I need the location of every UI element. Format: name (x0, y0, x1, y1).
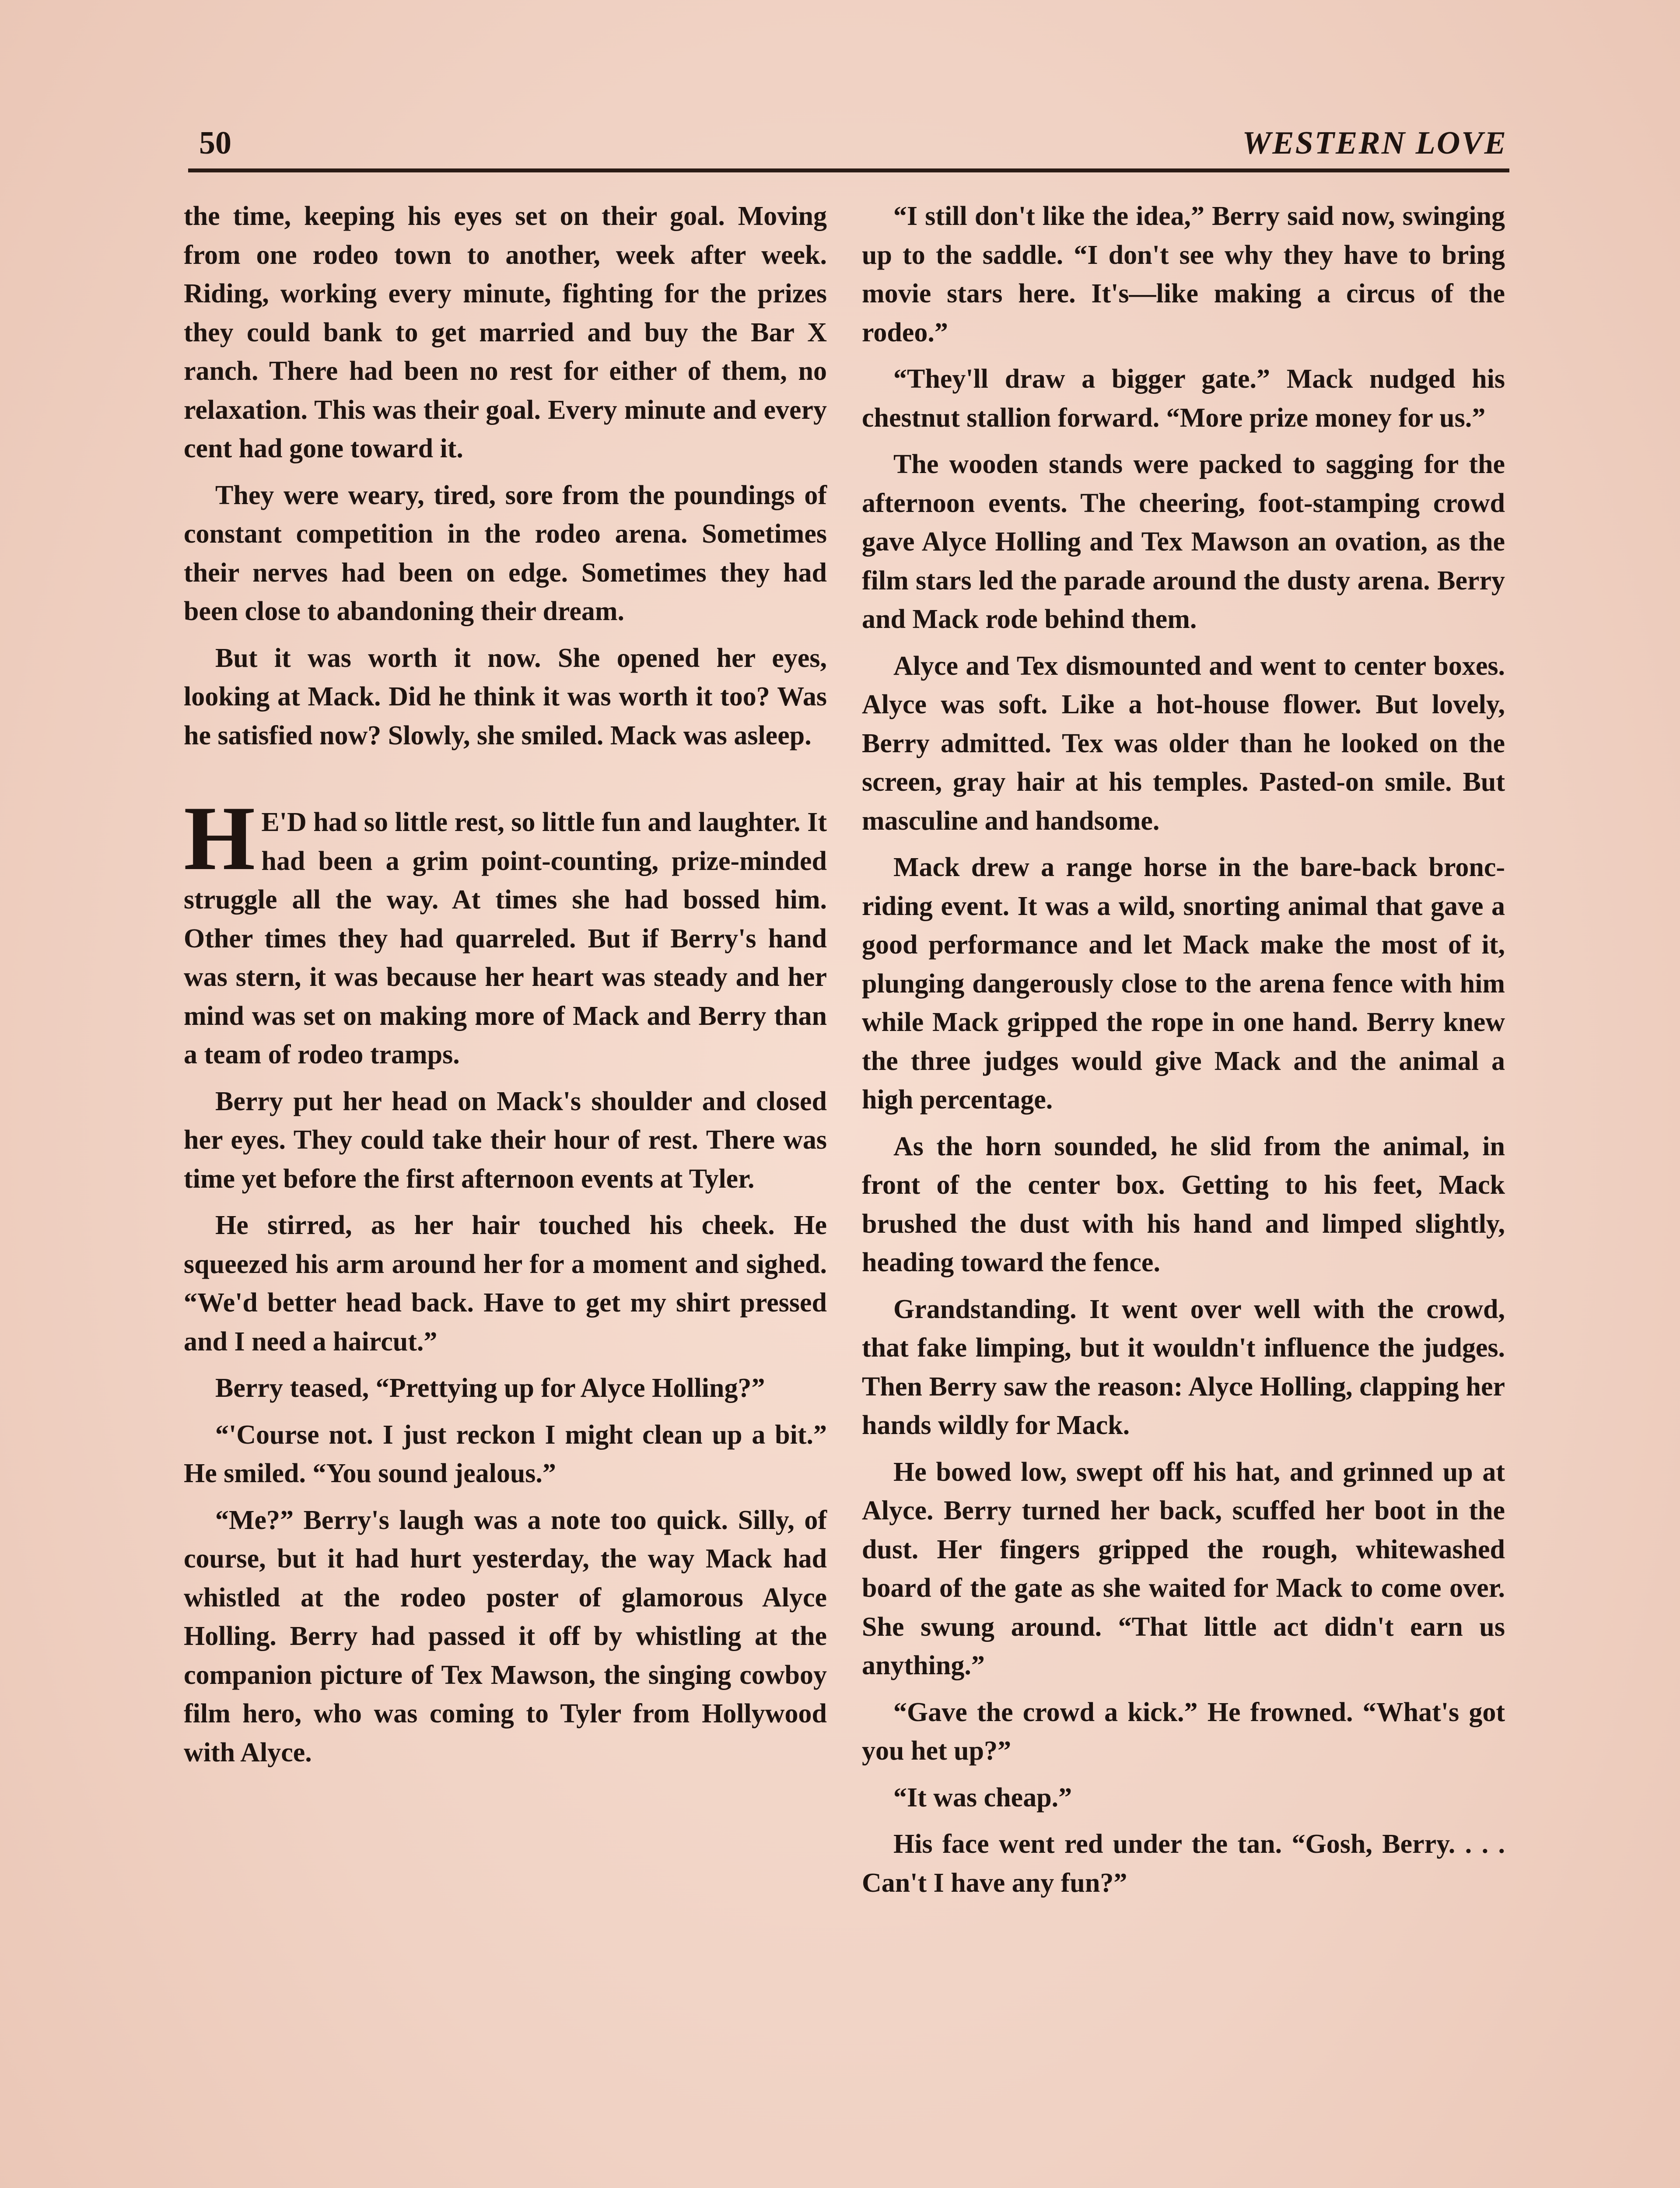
paragraph: “They'll draw a bigger gate.” Mack nudged his chestnut stallion forward. “More prize money for us.” (862, 364, 1505, 433)
paragraph: Berry put her head on Mack's shoulder and closed her eyes. They could take their hour of rest. There was time yet before the first afternoon events at Tyler. (184, 1086, 827, 1194)
paragraph: They were weary, tired, sore from the poundings of constant competition in the rodeo arena. Sometimes their nerves had been on edge. Sometimes they had been close to abandoning their dream. (184, 480, 827, 626)
running-title: WESTERN LOVE (1242, 125, 1507, 161)
paragraph: Mack drew a range horse in the bare-back bronc-riding event. It was a wild, snorting animal that gave a good performance and let Mack make the most of it, plunging dangerously close to the arena fence with him while Mack gripped the rope in one hand. Berry knew the three judges would give Mack and the animal a high percentage. (862, 852, 1505, 1115)
paragraph: Alyce and Tex dismounted and went to center boxes. Alyce was soft. Like a hot-house flower. But lovely, Berry admitted. Tex was older than he looked on the screen, gray hair at his temples. Pasted-on smile. But masculine and handsome. (862, 651, 1505, 836)
right-column (862, 197, 1505, 1910)
drop-paragraph-text: E'D had so little rest, so little fun and laughter. It had been a grim point-counting, prize-minded struggle all the way. At times she had bossed him. Other times they had quarreled. But if Berry's hand was stern, it was because her heart was steady and her mind was set on making more of Mack and Berry than a team of rodeo tramps. (184, 807, 827, 1069)
paragraph: “Gave the crowd a kick.” He frowned. “What's got you het up?” (862, 1697, 1505, 1766)
paragraph: the time, keeping his eyes set on their goal. Moving from one rodeo town to another, week after week. Riding, working every minute, fighting for the prizes they could bank to get married and buy the Bar X ranch. There had been no rest for either of them, no relaxation. This was their goal. Every minute and every cent had gone toward it. (184, 201, 827, 463)
page-number: 50 (199, 125, 231, 161)
paragraph: “'Course not. I just reckon I might clean up a bit.” He smiled. “You sound jealous.” (184, 1420, 827, 1488)
paragraph: He bowed low, swept off his hat, and grinned up at Alyce. Berry turned her back, scuffed her boot in the dust. Her fingers gripped the rough, whitewashed board of the gate as she waited for Mack to come over. She swung around. “That little act didn't earn us anything.” (862, 1457, 1505, 1680)
paragraph: His face went red under the tan. “Gosh, Berry. . . . Can't I have any fun?” (862, 1829, 1505, 1898)
left-column (184, 197, 827, 1780)
paragraph: “I still don't like the idea,” Berry said now, swinging up to the saddle. “I don't see why they have to bring movie stars here. It's—like making a circus of the rodeo.” (862, 201, 1505, 347)
paragraph: As the horn sounded, he slid from the animal, in front of the center box. Getting to his feet, Mack brushed the dust with his hand and limped slightly, heading toward the fence. (862, 1131, 1505, 1277)
paragraph: “Me?” Berry's laugh was a note too quick. Silly, of course, but it had hurt yesterday, the way Mack had whistled at the rodeo poster of glamorous Alyce Holling. Berry had passed it off by whistling at the companion picture of Tex Mawson, the singing cowboy film hero, who was coming to Tyler from Hollywood with Alyce. (184, 1505, 827, 1767)
paragraph: But it was worth it now. She opened her eyes, looking at Mack. Did he think it was worth it too? Was he satisfied now? Slowly, she smiled. Mack was asleep. (184, 643, 827, 750)
drop-cap: H (184, 788, 256, 889)
paragraph: Berry teased, “Prettying up for Alyce Holling?” (215, 1373, 765, 1403)
header-rule (188, 168, 1509, 172)
paragraph: He stirred, as her hair touched his cheek. He squeezed his arm around her for a moment and sighed. “We'd better head back. Have to get my shirt pressed and I need a haircut.” (184, 1210, 827, 1357)
paragraph: Grandstanding. It went over well with the crowd, that fake limping, but it wouldn't influence the judges. Then Berry saw the reason: Alyce Holling, clapping her hands wildly for Mack. (862, 1294, 1505, 1440)
drop-cap-paragraph (184, 788, 827, 1074)
paragraph: “It was cheap.” (893, 1782, 1072, 1813)
page-header (199, 119, 1507, 167)
paragraph: The wooden stands were packed to sagging for the afternoon events. The cheering, foot-stamping crowd gave Alyce Holling and Tex Mawson an ovation, as the film stars led the parade around the dusty arena. Berry and Mack rode behind them. (862, 449, 1505, 634)
